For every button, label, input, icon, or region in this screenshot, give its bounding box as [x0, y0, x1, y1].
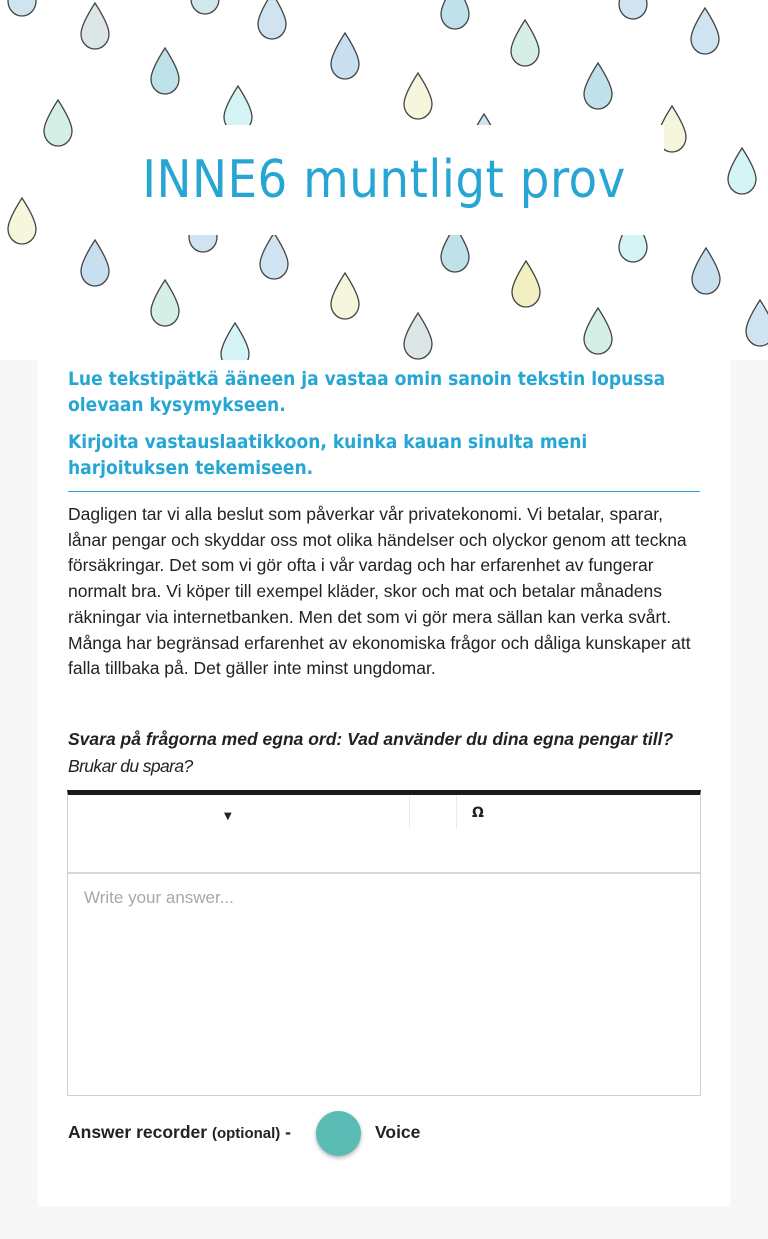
- toolbar-separator: [456, 795, 457, 829]
- answer-recorder: [68, 1111, 568, 1157]
- divider: [68, 491, 700, 492]
- header-banner: [0, 0, 768, 360]
- recorder-optional-note: (optional): [211, 1125, 281, 1142]
- page-title: INNE6 muntligt prov: [142, 150, 626, 210]
- editor-toolbar: [68, 795, 700, 874]
- answer-input[interactable]: [68, 874, 700, 1090]
- question-part-2: Brukar du spara?: [68, 755, 193, 776]
- caret-down-icon[interactable]: ▼: [224, 811, 232, 822]
- instruction-read-aloud: Lue tekstipätkä ääneen ja vastaa omin sanoin tekstin lopussa olevaan kysymykseen.: [68, 368, 666, 416]
- question-text: [68, 726, 708, 779]
- content-card: [38, 360, 730, 1206]
- voice-label: Voice: [375, 1122, 421, 1142]
- special-character-button[interactable]: Ω: [472, 805, 484, 821]
- title-panel: [104, 125, 664, 235]
- instruction-time-spent: Kirjoita vastauslaatikkoon, kuinka kauan sinulta meni harjoituksen tekemiseen.: [68, 431, 588, 479]
- toolbar-separator: [409, 795, 410, 829]
- answer-editor: [67, 790, 701, 1096]
- question-part-1: Svara på frågorna med egna ord: Vad använder du dina egna pengar till?: [68, 729, 674, 749]
- reading-passage: Dagligen tar vi alla beslut som påverkar vår privatekonomi. Vi betalar, sparar, lånar pengar och skyddar oss mot olika händelser och olyckor genom att teckna försäkringar. Det som vi gör ofta i vår vardag och har erfarenhet av fungerar normalt bra. Vi köper till exempel kläder, skor och mat och betalar månadens räkningar via internetbanken. Men det som vi gör mera sällan kan verka svårt. Många har begränsad erfarenhet av ekonomiska frågor och dåliga kunskaper att falla tillbaka på. Det gäller inte minst ungdomar.: [68, 504, 691, 679]
- recorder-label: Answer recorder (optional) -: [68, 1122, 291, 1142]
- record-voice-button[interactable]: [316, 1111, 361, 1156]
